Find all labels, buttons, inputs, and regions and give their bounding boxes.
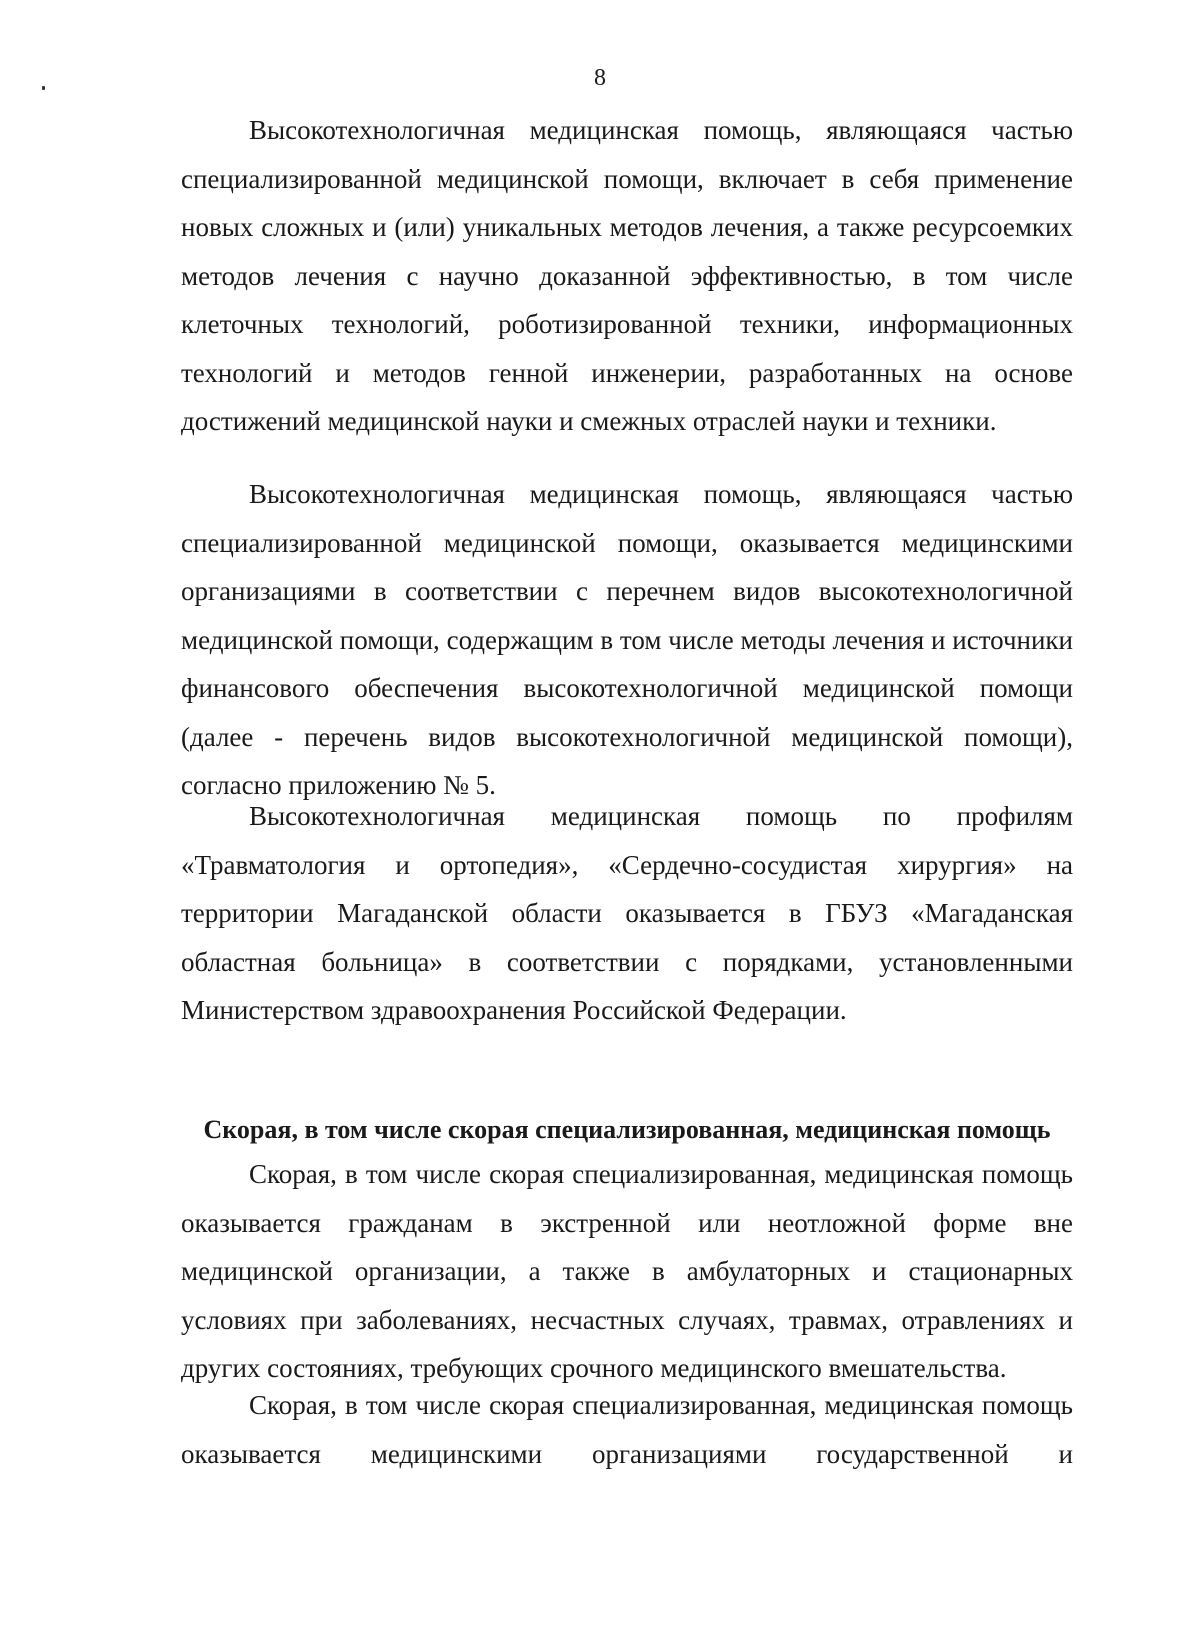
paragraph-hitech-definition: Высокотехнологичная медицинская помощь, являющаяся частью специализированной медицинской помощи, включает в себя применение новых сложных и (или) уникальных методов лечения, а также ресурсоемких методов лечения с научно доказанной эффективностью, в том числе клеточных технологий, роботизированной техники, информационных технологий и методов генной инженерии, разработанных на основе достижений медицинской науки и смежных отраслей науки и техники. [181, 115, 1073, 436]
paragraph-hitech-organizations: Высокотехнологичная медицинская помощь, являющаяся частью специализированной медицинской помощи, оказывается медицинскими организациями в соответствии с перечнем видов высокотехнологичной медицинской помощи, содержащим в том числе методы лечения и источники финансового обеспечения высокотехнологичной медицинской помощи (далее - перечень видов высокотехнологичной медицинской помощи), согласно приложению № 5. [181, 479, 1073, 800]
paragraph-hitech-profiles: Высокотехнологичная медицинская помощь по профилям «Травматология и ортопедия», «Сердечно-сосудистая хирургия» на территории Магаданской области оказывается в ГБУЗ «Магаданская областная больница» в соответствии с порядками, установленными Министерством здравоохранения Российской Федерации. [181, 801, 1073, 1025]
paragraph-emergency-organizations: Скорая, в том числе скорая специализированная, медицинская помощь оказывается медицинскими организациями государственной и [181, 1390, 1073, 1469]
section-heading-emergency-care: Скорая, в том числе скорая специализированная, медицинская помощь [203, 1115, 1051, 1144]
paragraph-emergency-definition: Скорая, в том числе скорая специализированная, медицинская помощь оказывается гражданам в экстренной или неотложной форме вне медицинской организации, а также в амбулаторных и стационарных условиях при заболеваниях, несчастных случаях, травмах, отравлениях и других состояниях, требующих срочного медицинского вмешательства. [181, 1159, 1073, 1383]
page-number: 8 [594, 65, 606, 91]
